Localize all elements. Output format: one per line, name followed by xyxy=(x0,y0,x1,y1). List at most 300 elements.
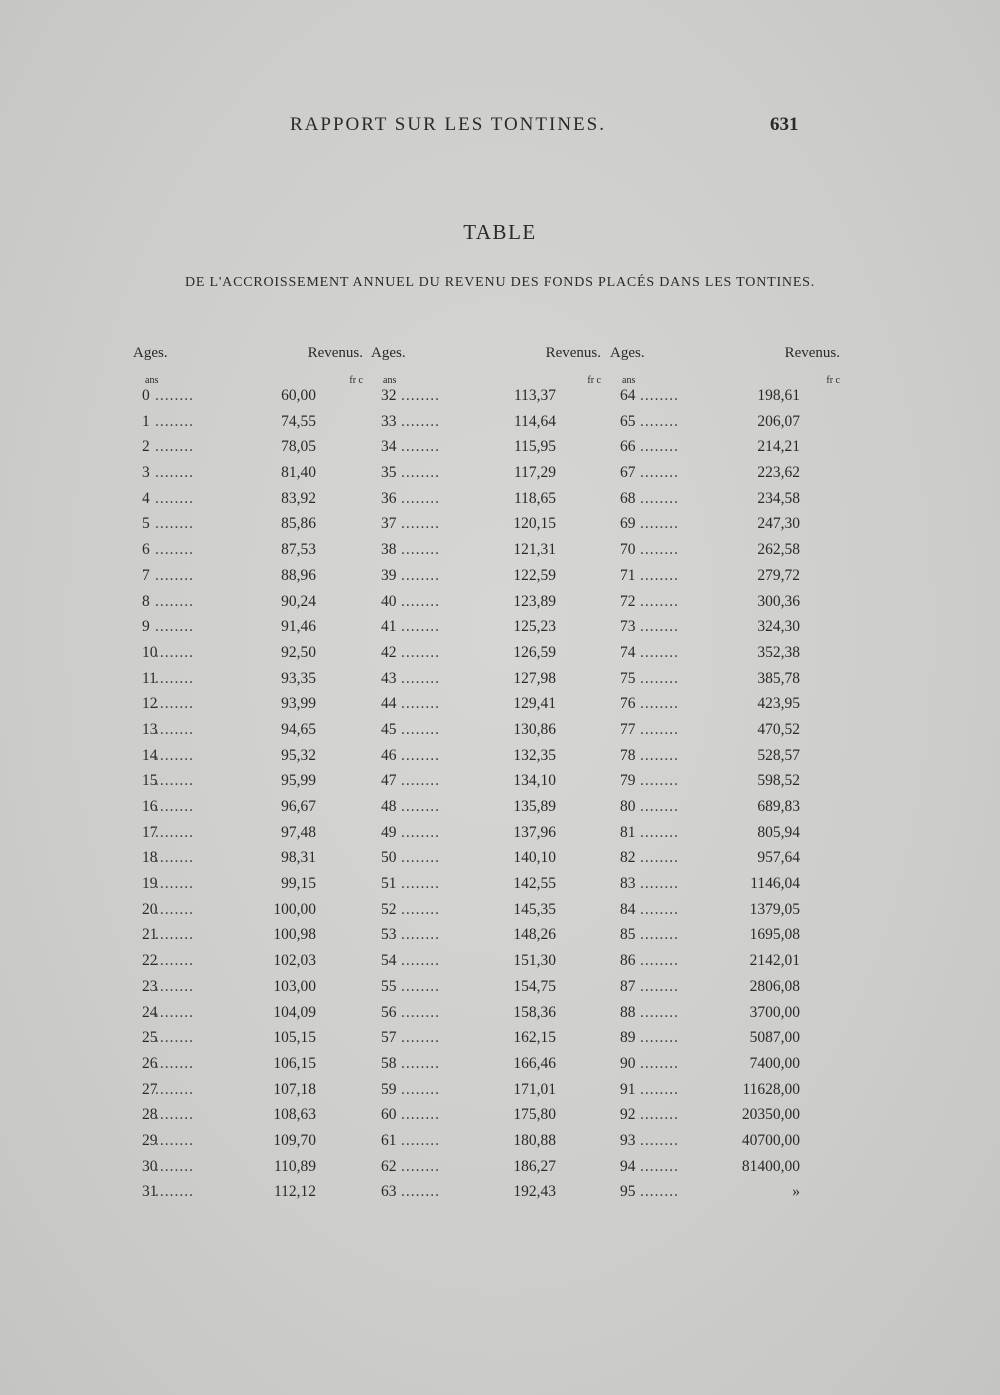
age-cell: 42 xyxy=(381,643,397,661)
column-header-row xyxy=(371,345,601,367)
table-row xyxy=(133,1183,363,1209)
revenue-cell: 92,50 xyxy=(281,643,316,661)
revenue-cell: 1146,04 xyxy=(750,875,800,893)
table-row xyxy=(371,721,601,747)
age-cell: 28 xyxy=(142,1106,158,1124)
revenue-cell: 145,35 xyxy=(513,900,556,918)
revenue-cell: 127,98 xyxy=(513,669,556,687)
age-cell: 55 xyxy=(381,977,397,995)
table-row xyxy=(610,875,840,901)
age-cell: 49 xyxy=(381,823,397,841)
table-row xyxy=(133,1132,363,1158)
revenue-cell: 125,23 xyxy=(513,618,556,636)
revenue-cell: 110,89 xyxy=(273,1157,316,1175)
dot-leader: ........ xyxy=(155,618,194,636)
age-cell: 87 xyxy=(620,977,636,995)
revenue-cell: 85,86 xyxy=(281,515,316,533)
age-cell: 93 xyxy=(620,1131,636,1149)
table-row xyxy=(610,695,840,721)
dot-leader: ........ xyxy=(640,823,679,841)
age-cell: 61 xyxy=(381,1131,397,1149)
age-cell: 70 xyxy=(620,541,636,559)
table-row xyxy=(610,464,840,490)
dot-leader: ........ xyxy=(401,926,440,944)
dot-leader: ........ xyxy=(155,1054,194,1072)
table-rows xyxy=(371,387,601,1209)
dot-leader: ........ xyxy=(401,1106,440,1124)
revenue-cell: 104,09 xyxy=(273,1003,316,1021)
revenue-cell: 40700,00 xyxy=(741,1131,800,1149)
dot-leader: ........ xyxy=(155,464,194,482)
table-row xyxy=(133,413,363,439)
age-cell: 44 xyxy=(381,695,397,713)
dot-leader: ........ xyxy=(155,669,194,687)
revenue-cell: 107,18 xyxy=(273,1080,316,1098)
revenue-cell: 528,57 xyxy=(757,746,800,764)
revenue-cell: 324,30 xyxy=(757,618,800,636)
table-row xyxy=(133,772,363,798)
table-row xyxy=(133,490,363,516)
age-cell: 21 xyxy=(142,926,158,944)
age-cell: 37 xyxy=(381,515,397,533)
revenue-cell: 206,07 xyxy=(757,412,800,430)
revenue-cell: 96,67 xyxy=(281,798,316,815)
age-cell: 79 xyxy=(620,772,636,790)
dot-leader: ........ xyxy=(155,746,194,764)
table-row xyxy=(133,798,363,824)
age-cell: 15 xyxy=(142,772,158,790)
table-row xyxy=(610,901,840,927)
age-cell: 73 xyxy=(620,618,636,636)
table-row xyxy=(371,1081,601,1107)
table-row xyxy=(371,413,601,439)
dot-leader: ........ xyxy=(401,412,440,430)
age-cell: 33 xyxy=(381,412,397,430)
revenue-cell: 137,96 xyxy=(513,823,556,841)
revenue-cell: 186,27 xyxy=(513,1157,556,1175)
table-row xyxy=(371,849,601,875)
table-subtitle: DE L'ACCROISSEMENT ANNUEL DU REVENU DES FONDS PLACÉS DANS LES TONTINES. xyxy=(184,275,816,290)
dot-leader: ........ xyxy=(640,515,679,533)
revenue-cell: 108,63 xyxy=(273,1106,316,1124)
table-row xyxy=(371,1029,601,1055)
dot-leader: ........ xyxy=(640,849,679,867)
running-title: RAPPORT SUR LES TONTINES. xyxy=(290,114,606,135)
dot-leader: ........ xyxy=(155,695,194,713)
dot-leader: ........ xyxy=(640,387,679,404)
revenus-header: Revenus. xyxy=(784,345,840,361)
revenue-cell: 300,36 xyxy=(757,592,800,610)
revenue-cell: 158,36 xyxy=(513,1003,556,1021)
table-row xyxy=(133,387,363,413)
age-cell: 26 xyxy=(142,1054,158,1072)
table-row xyxy=(133,567,363,593)
table-row xyxy=(371,747,601,773)
dot-leader: ........ xyxy=(155,1029,194,1047)
revenue-cell: 598,52 xyxy=(757,772,800,790)
dot-leader: ........ xyxy=(640,926,679,944)
revenue-cell: 234,58 xyxy=(757,489,800,507)
table-row xyxy=(133,1081,363,1107)
age-cell: 2 xyxy=(142,438,150,456)
age-cell: 13 xyxy=(142,720,158,738)
revenue-cell: 385,78 xyxy=(757,669,800,687)
dot-leader: ........ xyxy=(640,618,679,636)
revenue-cell: 223,62 xyxy=(757,464,800,482)
table-row xyxy=(610,798,840,824)
age-cell: 30 xyxy=(142,1157,158,1175)
table-row xyxy=(610,515,840,541)
dot-leader: ........ xyxy=(401,643,440,661)
table-row xyxy=(610,490,840,516)
revenus-header: Revenus. xyxy=(307,345,363,361)
dot-leader: ........ xyxy=(401,798,440,815)
dot-leader: ........ xyxy=(640,669,679,687)
revenue-cell: 100,00 xyxy=(273,900,316,918)
dot-leader: ........ xyxy=(155,1080,194,1098)
table-row xyxy=(610,1132,840,1158)
age-cell: 4 xyxy=(142,489,150,507)
table-row xyxy=(371,875,601,901)
table-row xyxy=(133,695,363,721)
table-row xyxy=(133,515,363,541)
age-cell: 78 xyxy=(620,746,636,764)
revenue-cell: 88,96 xyxy=(281,566,316,584)
table-row xyxy=(610,1004,840,1030)
table-row xyxy=(133,926,363,952)
revenue-unit: fr c xyxy=(826,375,840,386)
table-row xyxy=(371,644,601,670)
dot-leader: ........ xyxy=(640,952,679,970)
revenue-cell: 162,15 xyxy=(513,1029,556,1047)
table-row xyxy=(371,1106,601,1132)
dot-leader: ........ xyxy=(155,592,194,610)
age-cell: 29 xyxy=(142,1131,158,1149)
age-unit: ans xyxy=(622,375,636,386)
age-cell: 84 xyxy=(620,900,636,918)
revenue-cell: 171,01 xyxy=(513,1080,556,1098)
age-cell: 40 xyxy=(381,592,397,610)
table-row xyxy=(610,926,840,952)
dot-leader: ........ xyxy=(155,1183,194,1201)
table-row xyxy=(610,1158,840,1184)
dot-leader: ........ xyxy=(155,875,194,893)
dot-leader: ........ xyxy=(640,875,679,893)
dot-leader: ........ xyxy=(640,695,679,713)
dot-leader: ........ xyxy=(401,772,440,790)
dot-leader: ........ xyxy=(401,566,440,584)
age-cell: 92 xyxy=(620,1106,636,1124)
age-cell: 36 xyxy=(381,489,397,507)
dot-leader: ........ xyxy=(640,592,679,610)
revenue-cell: 123,89 xyxy=(513,592,556,610)
dot-leader: ........ xyxy=(640,1029,679,1047)
age-cell: 38 xyxy=(381,541,397,559)
age-cell: 25 xyxy=(142,1029,158,1047)
age-cell: 62 xyxy=(381,1157,397,1175)
revenue-cell: 126,59 xyxy=(513,643,556,661)
dot-leader: ........ xyxy=(640,720,679,738)
revenue-cell: 957,64 xyxy=(757,849,800,867)
revenue-cell: 130,86 xyxy=(513,720,556,738)
revenue-cell: 93,99 xyxy=(281,695,316,713)
revenue-cell: 11628,00 xyxy=(742,1080,800,1098)
dot-leader: ........ xyxy=(155,515,194,533)
revenue-cell: 129,41 xyxy=(513,695,556,713)
revenue-cell: 1695,08 xyxy=(749,926,800,944)
dot-leader: ........ xyxy=(155,1131,194,1149)
age-cell: 64 xyxy=(620,387,636,404)
revenue-cell: 120,15 xyxy=(513,515,556,533)
age-cell: 81 xyxy=(620,823,636,841)
dot-leader: ........ xyxy=(640,438,679,456)
age-cell: 47 xyxy=(381,772,397,790)
dot-leader: ........ xyxy=(401,489,440,507)
table-row xyxy=(133,952,363,978)
age-cell: 27 xyxy=(142,1080,158,1098)
age-cell: 10 xyxy=(142,643,158,661)
revenue-cell: 198,61 xyxy=(757,387,800,404)
revenue-cell: 118,65 xyxy=(513,489,556,507)
table-row xyxy=(133,1004,363,1030)
revenue-cell: 106,15 xyxy=(273,1054,316,1072)
revenue-cell: 140,10 xyxy=(513,849,556,867)
dot-leader: ........ xyxy=(155,438,194,456)
revenue-cell: 20350,00 xyxy=(741,1106,800,1124)
revenue-cell: 112,12 xyxy=(273,1183,316,1201)
age-cell: 39 xyxy=(381,566,397,584)
age-cell: 69 xyxy=(620,515,636,533)
revenue-cell: 81,40 xyxy=(281,464,316,482)
age-cell: 48 xyxy=(381,798,397,815)
table-row xyxy=(610,1106,840,1132)
table-row xyxy=(610,618,840,644)
dot-leader: ........ xyxy=(155,1157,194,1175)
table-row xyxy=(133,644,363,670)
table-row xyxy=(371,824,601,850)
age-cell: 24 xyxy=(142,1003,158,1021)
column-header-row xyxy=(610,345,840,367)
age-cell: 82 xyxy=(620,849,636,867)
age-cell: 63 xyxy=(381,1183,397,1201)
table-row xyxy=(610,670,840,696)
table-row xyxy=(610,824,840,850)
revenue-cell: 134,10 xyxy=(513,772,556,790)
table-rows xyxy=(610,387,840,1209)
table-row xyxy=(610,978,840,1004)
age-cell: 71 xyxy=(620,566,636,584)
table-rows xyxy=(133,387,363,1209)
age-cell: 54 xyxy=(381,952,397,970)
age-cell: 86 xyxy=(620,952,636,970)
revenue-cell: 74,55 xyxy=(281,412,316,430)
age-cell: 94 xyxy=(620,1157,636,1175)
dot-leader: ........ xyxy=(640,541,679,559)
revenue-cell: 180,88 xyxy=(513,1131,556,1149)
table-row xyxy=(610,1029,840,1055)
age-cell: 16 xyxy=(142,798,158,815)
table-row xyxy=(371,772,601,798)
revenue-cell: 121,31 xyxy=(513,541,556,559)
revenue-cell: 262,58 xyxy=(757,541,800,559)
column-header-row xyxy=(133,345,363,367)
table-row xyxy=(371,1132,601,1158)
revenue-cell: 192,43 xyxy=(513,1183,556,1201)
table-row xyxy=(133,849,363,875)
page-header xyxy=(0,114,1000,144)
revenue-cell: 142,55 xyxy=(513,875,556,893)
dot-leader: ........ xyxy=(640,1080,679,1098)
dot-leader: ........ xyxy=(401,952,440,970)
age-cell: 77 xyxy=(620,720,636,738)
dot-leader: ........ xyxy=(640,900,679,918)
dot-leader: ........ xyxy=(155,720,194,738)
age-cell: 57 xyxy=(381,1029,397,1047)
table-column-group-1 xyxy=(133,345,363,1209)
revenue-cell: 2806,08 xyxy=(749,977,800,995)
revenue-cell: 91,46 xyxy=(281,618,316,636)
revenue-cell: 122,59 xyxy=(513,566,556,584)
age-cell: 14 xyxy=(142,746,158,764)
dot-leader: ........ xyxy=(155,952,194,970)
revenue-cell: 1379,05 xyxy=(749,900,800,918)
age-cell: 91 xyxy=(620,1080,636,1098)
table-row xyxy=(610,593,840,619)
age-cell: 31 xyxy=(142,1183,158,1201)
dot-leader: ........ xyxy=(401,823,440,841)
table-row xyxy=(610,387,840,413)
age-cell: 76 xyxy=(620,695,636,713)
revenue-cell: 166,46 xyxy=(513,1054,556,1072)
age-cell: 80 xyxy=(620,798,636,815)
dot-leader: ........ xyxy=(640,643,679,661)
dot-leader: ........ xyxy=(401,387,440,404)
dot-leader: ........ xyxy=(401,977,440,995)
revenue-cell: 151,30 xyxy=(513,952,556,970)
dot-leader: ........ xyxy=(401,720,440,738)
table-row xyxy=(610,849,840,875)
dot-leader: ........ xyxy=(401,1029,440,1047)
age-unit: ans xyxy=(145,375,159,386)
age-cell: 72 xyxy=(620,592,636,610)
revenue-cell: 689,83 xyxy=(757,798,800,815)
dot-leader: ........ xyxy=(640,798,679,815)
table-row xyxy=(610,438,840,464)
table-row xyxy=(610,952,840,978)
age-unit: ans xyxy=(383,375,397,386)
age-cell: 75 xyxy=(620,669,636,687)
dot-leader: ........ xyxy=(155,798,194,815)
table-row xyxy=(371,464,601,490)
dot-leader: ........ xyxy=(401,849,440,867)
table-row xyxy=(371,1158,601,1184)
table-row xyxy=(610,1081,840,1107)
table-row xyxy=(371,1183,601,1209)
dot-leader: ........ xyxy=(640,566,679,584)
table-row xyxy=(371,541,601,567)
revenue-unit: fr c xyxy=(349,375,363,386)
age-cell: 67 xyxy=(620,464,636,482)
revenue-cell: 109,70 xyxy=(273,1131,316,1149)
dot-leader: ........ xyxy=(401,695,440,713)
age-cell: 1 xyxy=(142,412,150,430)
revenue-cell: 5087,00 xyxy=(749,1029,800,1047)
revenue-cell: 117,29 xyxy=(513,464,556,482)
table-row xyxy=(371,1055,601,1081)
revenue-cell: 7400,00 xyxy=(749,1054,800,1072)
age-cell: 18 xyxy=(142,849,158,867)
age-cell: 41 xyxy=(381,618,397,636)
age-cell: 56 xyxy=(381,1003,397,1021)
revenue-cell: 60,00 xyxy=(281,387,316,404)
age-cell: 74 xyxy=(620,643,636,661)
age-cell: 32 xyxy=(381,387,397,404)
age-cell: 9 xyxy=(142,618,150,636)
age-cell: 51 xyxy=(381,875,397,893)
table-row xyxy=(133,901,363,927)
age-cell: 3 xyxy=(142,464,150,482)
dot-leader: ........ xyxy=(155,900,194,918)
units-row xyxy=(371,375,601,387)
ages-header: Ages. xyxy=(371,345,406,361)
table-row xyxy=(133,1055,363,1081)
age-cell: 8 xyxy=(142,592,150,610)
revenue-cell: 97,48 xyxy=(281,823,316,841)
dot-leader: ........ xyxy=(401,900,440,918)
table-row xyxy=(610,644,840,670)
age-cell: 65 xyxy=(620,412,636,430)
revenue-cell: 93,35 xyxy=(281,669,316,687)
dot-leader: ........ xyxy=(640,1131,679,1149)
dot-leader: ........ xyxy=(155,412,194,430)
table-row xyxy=(371,952,601,978)
table-row xyxy=(610,772,840,798)
revenue-cell: 2142,01 xyxy=(749,952,800,970)
table-row xyxy=(133,1106,363,1132)
dot-leader: ........ xyxy=(155,1003,194,1021)
table-row xyxy=(133,618,363,644)
dot-leader: ........ xyxy=(155,926,194,944)
dot-leader: ........ xyxy=(155,566,194,584)
revenue-cell: 135,89 xyxy=(513,798,556,815)
revenue-cell: 3700,00 xyxy=(749,1003,800,1021)
table-row xyxy=(610,413,840,439)
age-cell: 88 xyxy=(620,1003,636,1021)
table-row xyxy=(133,593,363,619)
table-row xyxy=(371,1004,601,1030)
revenue-cell: 95,99 xyxy=(281,772,316,790)
table-row xyxy=(371,515,601,541)
table-row xyxy=(610,1183,840,1209)
revenue-unit: fr c xyxy=(587,375,601,386)
age-cell: 12 xyxy=(142,695,158,713)
revenue-cell: 247,30 xyxy=(757,515,800,533)
revenue-cell: 105,15 xyxy=(273,1029,316,1047)
age-cell: 90 xyxy=(620,1054,636,1072)
revenue-cell: 805,94 xyxy=(757,823,800,841)
table-row xyxy=(371,618,601,644)
dot-leader: ........ xyxy=(401,1080,440,1098)
revenue-cell: 175,80 xyxy=(513,1106,556,1124)
dot-leader: ........ xyxy=(401,618,440,636)
table-row xyxy=(371,387,601,413)
table-row xyxy=(610,721,840,747)
revenue-cell: 113,37 xyxy=(513,387,556,404)
table-row xyxy=(371,670,601,696)
age-cell: 60 xyxy=(381,1106,397,1124)
dot-leader: ........ xyxy=(401,541,440,559)
revenue-cell: 87,53 xyxy=(281,541,316,559)
